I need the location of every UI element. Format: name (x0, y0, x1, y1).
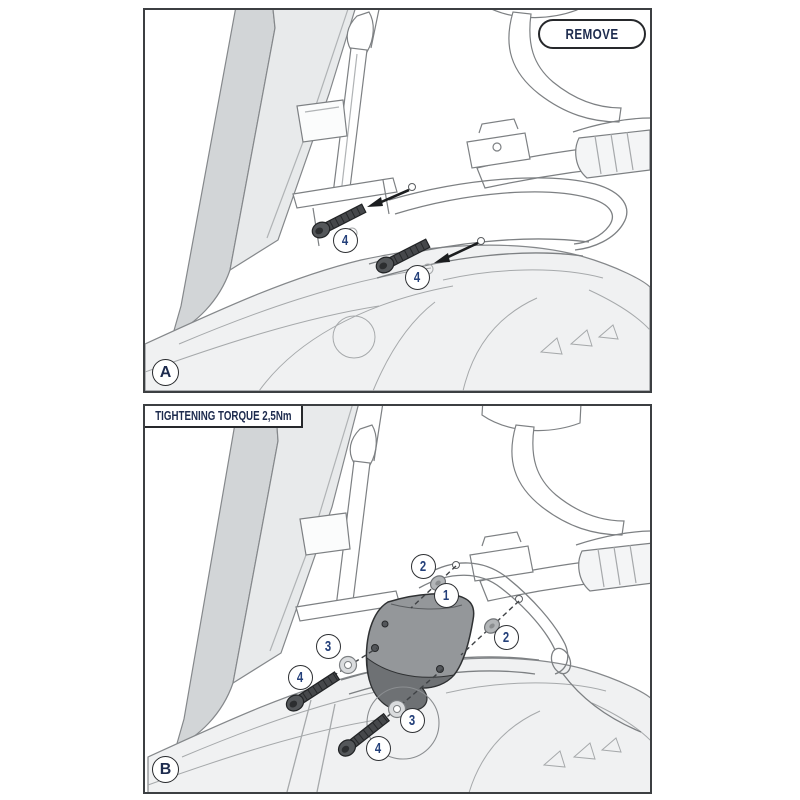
diagram-a-line-art (145, 10, 650, 391)
remove-label-text: REMOVE (565, 25, 619, 43)
panel-b (143, 404, 652, 794)
callout-grommet-2-right: 2 (494, 625, 519, 650)
callout-grommet-2-upper: 2 (411, 554, 436, 579)
torque-label-text: TIGHTENING TORQUE 2,5Nm (154, 409, 292, 423)
callout-screw-4-upper: 4 (333, 228, 358, 253)
brake-reservoir (467, 119, 530, 168)
diagram-b-line-art (145, 406, 650, 792)
remove-label (538, 19, 646, 49)
panel-b-letter: B (152, 756, 179, 783)
callout-screw-4-left: 4 (288, 665, 313, 690)
washer-3-left (340, 657, 357, 674)
callout-screw-4-lower: 4 (405, 265, 430, 290)
panel-a (143, 8, 652, 393)
callout-screw-4-lower: 4 (366, 736, 391, 761)
torque-label (143, 404, 303, 428)
callout-washer-3-left: 3 (316, 634, 341, 659)
panel-a-letter: A (152, 359, 179, 386)
callout-washer-3-lower: 3 (400, 708, 425, 733)
callout-bracket-1: 1 (434, 583, 459, 608)
grip (576, 130, 650, 178)
